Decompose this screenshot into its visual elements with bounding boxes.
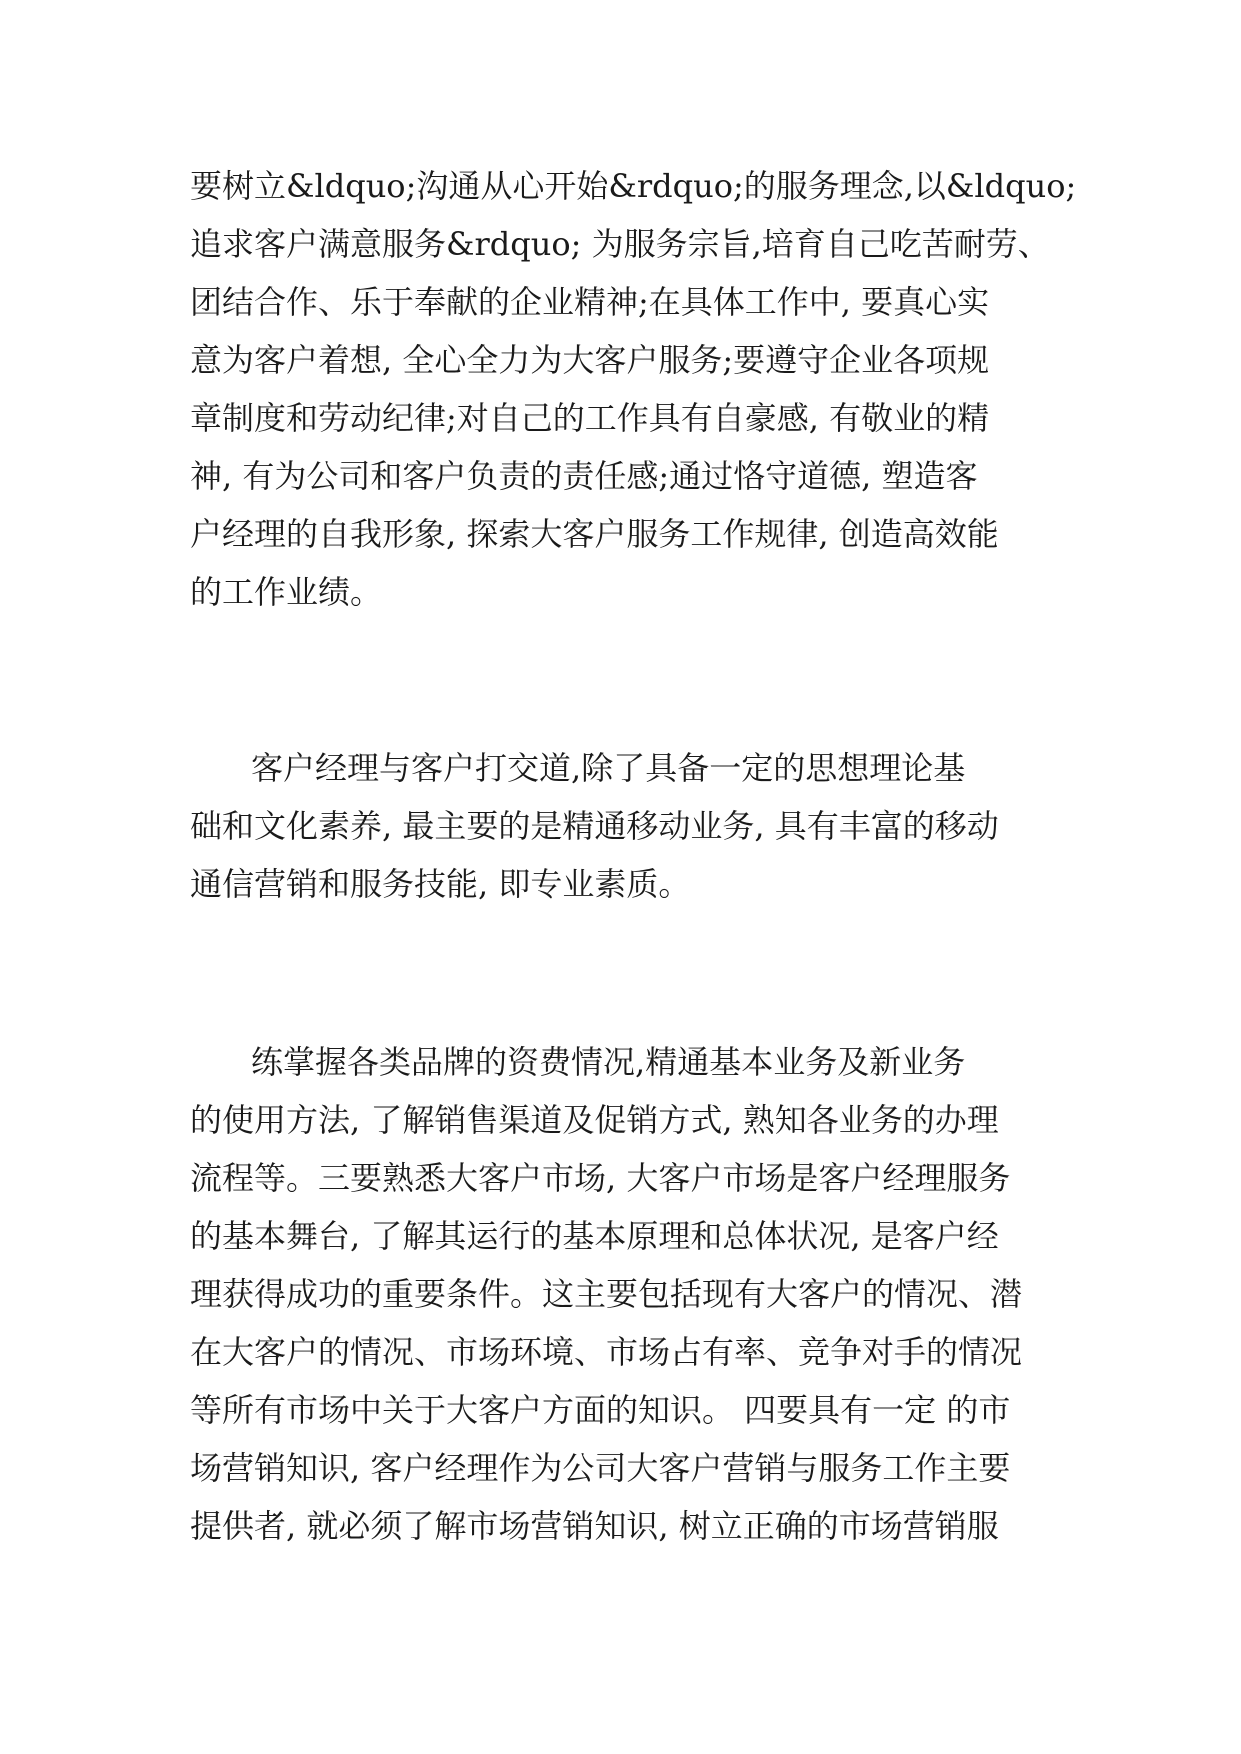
text-line: 要树立&ldquo;沟通从心开始&rdquo;的服务理念,以&ldquo; xyxy=(190,167,1077,205)
text-line: 的使用方法, 了解销售渠道及促销方式, 熟知各业务的办理 xyxy=(190,1101,999,1139)
text-line: 练掌握各类品牌的资费情况,精通基本业务及新业务 xyxy=(190,1043,966,1081)
text-line: 理获得成功的重要条件。这主要包括现有大客户的情况、潜 xyxy=(190,1275,1023,1313)
text-line: 的基本舞台, 了解其运行的基本原理和总体状况, 是客户经 xyxy=(190,1217,999,1255)
text-line: 追求客户满意服务&rdquo; 为服务宗旨,培育自己吃苦耐劳、 xyxy=(190,225,1050,263)
text-line: 等所有市场中关于大客户方面的知识。 四要具有一定 的市 xyxy=(190,1391,1011,1429)
text-line: 的工作业绩。 xyxy=(190,573,383,611)
text-line: 户经理的自我形象, 探索大客户服务工作规律, 创造高效能 xyxy=(190,515,999,553)
text-line: 提供者, 就必须了解市场营销知识, 树立正确的市场营销服 xyxy=(190,1507,999,1545)
text-line: 章制度和劳动纪律;对自己的工作具有自豪感, 有敬业的精 xyxy=(190,399,990,437)
paragraph-2 xyxy=(190,739,1060,913)
text-line: 客户经理与客户打交道,除了具备一定的思想理论基 xyxy=(190,749,966,787)
paragraph-1 xyxy=(190,157,1077,621)
text-line: 团结合作、乐于奉献的企业精神;在具体工作中, 要真心实 xyxy=(190,283,990,321)
text-line: 通信营销和服务技能, 即专业素质。 xyxy=(190,865,691,903)
paragraph-3 xyxy=(190,1033,1060,1555)
text-line: 意为客户着想, 全心全力为大客户服务;要遵守企业各项规 xyxy=(190,341,990,379)
text-line: 场营销知识, 客户经理作为公司大客户营销与服务工作主要 xyxy=(190,1449,1011,1487)
text-line: 流程等。三要熟悉大客户市场, 大客户市场是客户经理服务 xyxy=(190,1159,1011,1197)
text-line: 在大客户的情况、市场环境、市场占有率、竞争对手的情况 xyxy=(190,1333,1023,1371)
text-line: 础和文化素养, 最主要的是精通移动业务, 具有丰富的移动 xyxy=(190,807,999,845)
text-line: 神, 有为公司和客户负责的责任感;通过恪守道德, 塑造客 xyxy=(190,457,978,495)
